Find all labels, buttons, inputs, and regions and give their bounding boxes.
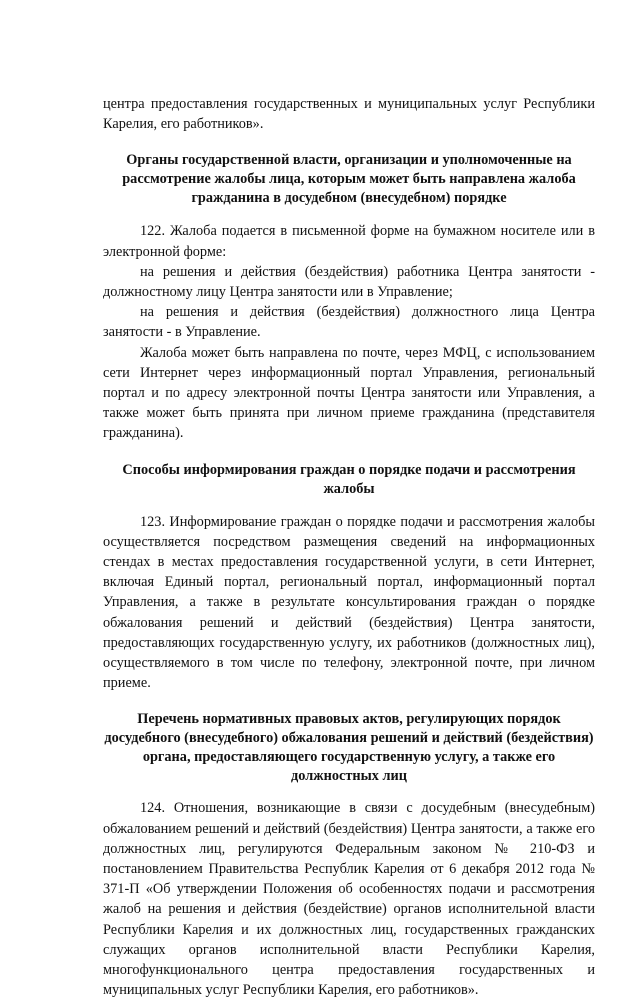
paragraph-122: 122. Жалоба подается в письменной форме на бумажном носителе или в электронной форме: bbox=[103, 223, 595, 260]
paragraph-124: 124. Отношения, возникающие в связи с досудебным (внесудебным) обжалованием решений и действий (бездействия) Центра занятости, а также его должностных лиц, регулируются Федеральным законом № 210-ФЗ и постановлением Правительства Республик Карелия от 6 декабря 2012 года № 371-П «Об утверждении Положения об особенностях подачи и рассмотрения жалоб на решения и действия (бездействие) органов исполнительной власти Республики Карелия и их должностных лиц, государственных гражданских служащих органов исполнительной власти Республики Карелия, многофункционального центра предоставления государственных и муниципальных услуг Республики Карелия, его работников». bbox=[103, 800, 595, 999]
paragraph-122-submission-methods: Жалоба может быть направлена по почте, через МФЦ, с использованием сети Интернет через информационный портал Управления, региональный портал и по адресу электронной почты Центра занятости или Управления, а также может быть принята при личном приеме гражданина (представителя гражданина). bbox=[103, 344, 595, 442]
paragraph-122-employee-actions: на решения и действия (бездействия) работника Центра занятости - должностному лицу Центра занятости или в Управление; bbox=[103, 263, 595, 301]
section-heading-informing-citizens: Способы информирования граждан о порядке подачи и рассмотрения жалобы bbox=[122, 461, 576, 497]
section-heading-complaint-recipients: Органы государственной власти, организации и уполномоченные на рассмотрение жалобы лица, которым может быть направлена жалоба гражданина в досудебном (внесудебном) порядке bbox=[122, 152, 576, 207]
section-heading-regulatory-acts: Перечень нормативных правовых актов, регулирующих порядок досудебного (внесудебного) обжалования решений и действий (бездействия) органа, предоставляющего государственную услугу, а также его должностных лиц bbox=[104, 711, 594, 785]
paragraph-122-official-actions: на решения и действия (бездействия) должностного лица Центра занятости - в Управление. bbox=[103, 304, 595, 341]
intro-continuation-paragraph: центра предоставления государственных и муниципальных услуг Республики Карелия, его работников». bbox=[103, 96, 595, 133]
paragraph-123: 123. Информирование граждан о порядке подачи и рассмотрения жалобы осуществляется посредством размещения сведений на информационных стендах в местах предоставления государственной услуги, в сети Интернет, включая Единый портал, региональный портал, информационный портал Управления, а также в результате консультирования граждан о порядке обжалования решений и действий (бездействия) Центра занятости, предоставляющих государственную услугу, их работников (должностных лиц), осуществляемого в том числе по телефону, электронной почте, при личном приеме. bbox=[103, 513, 595, 692]
